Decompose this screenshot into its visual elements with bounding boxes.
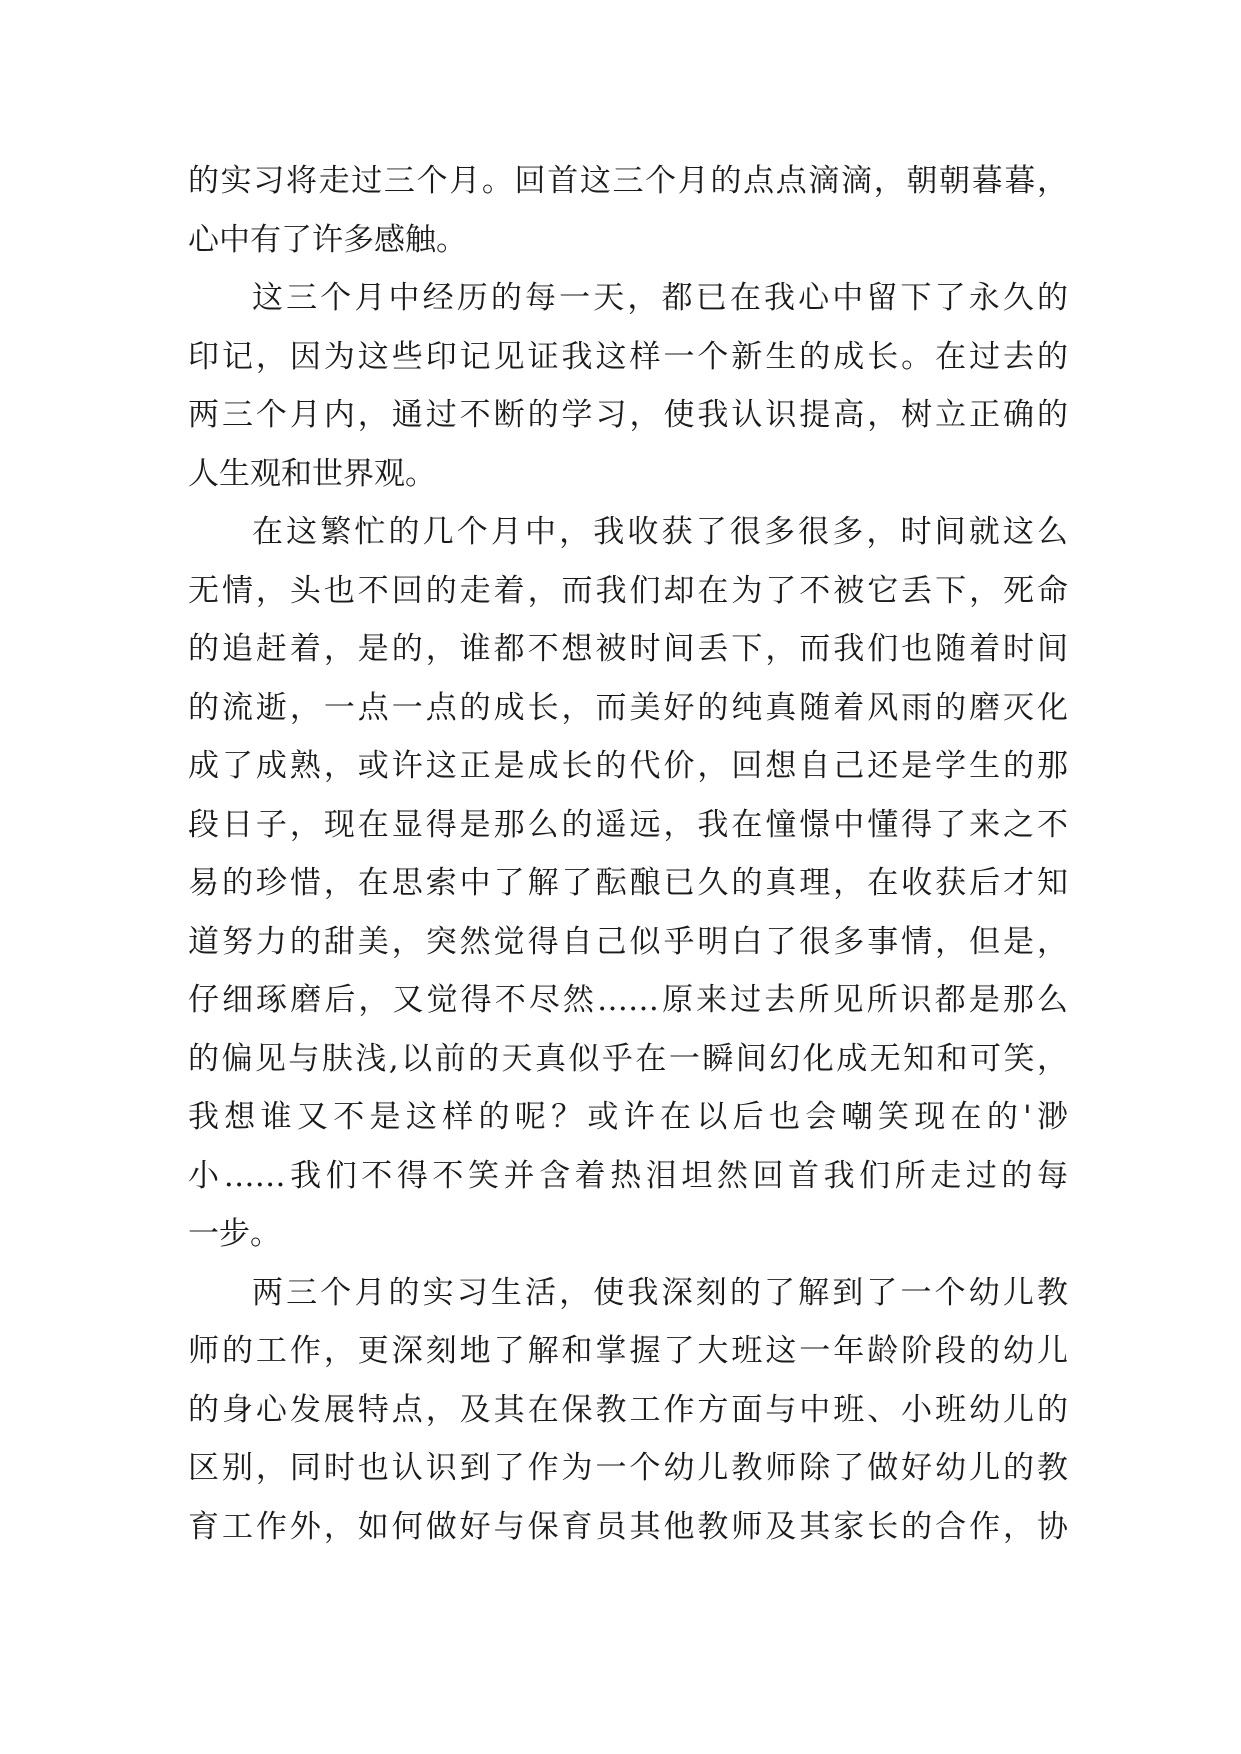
- text-line: 的追赶着，是的，谁都不想被时间丢下，而我们也随着时间: [188, 631, 1068, 667]
- text-line: 两三个月的实习生活，使我深刻的了解到了一个幼儿教: [252, 1274, 1068, 1311]
- text-line: 易的珍惜，在思索中了解了酝酿已久的真理，在收获后才知: [188, 865, 1068, 901]
- text-line: 无情，头也不回的走着，而我们却在为了不被它丢下，死命: [188, 572, 1068, 609]
- document-body: [188, 152, 1068, 1556]
- paragraph: [188, 152, 1068, 269]
- text-line: 这三个月中经历的每一天，都已在我心中留下了永久的: [252, 280, 1068, 316]
- text-line: 的实习将走过三个月。回首这三个月的点点滴滴，朝朝暮暮，: [188, 163, 1068, 199]
- text-line: 的身心发展特点，及其在保教工作方面与中班、小班幼儿的: [188, 1391, 1068, 1428]
- text-line: 道努力的甜美，突然觉得自己似乎明白了很多事情，但是，: [188, 923, 1068, 960]
- text-line: 成了成熟，或许这正是成长的代价，回想自己还是学生的那: [188, 748, 1068, 784]
- paragraph: [188, 503, 1068, 1264]
- text-line: 印记，因为这些印记见证我这样一个新生的成长。在过去的: [188, 338, 1068, 375]
- text-line: 仔细琢磨后，又觉得不尽然……原来过去所见所识都是那么: [188, 982, 1068, 1018]
- text-line: 师的工作，更深刻地了解和掌握了大班这一年龄阶段的幼儿: [188, 1333, 1068, 1369]
- text-line: 小……我们不得不笑并含着热泪坦然回首我们所走过的每: [188, 1157, 1068, 1194]
- text-line: 段日子，现在显得是那么的遥远，我在憧憬中懂得了来之不: [188, 806, 1068, 843]
- paragraph: [188, 269, 1068, 503]
- text-line: 两三个月内，通过不断的学习，使我认识提高，树立正确的: [188, 397, 1068, 433]
- text-line: 的流逝，一点一点的成长，而美好的纯真随着风雨的磨灭化: [188, 689, 1068, 726]
- text-line: 心中有了许多感触。: [188, 221, 467, 258]
- text-line: 育工作外，如何做好与保育员其他教师及其家长的合作，协: [188, 1508, 1068, 1545]
- text-line: 的偏见与肤浅,以前的天真似乎在一瞬间幻化成无知和可笑，: [188, 1040, 1068, 1077]
- text-line: 一步。: [188, 1216, 281, 1252]
- text-line: 我想谁又不是这样的呢？或许在以后也会嘲笑现在的'渺: [188, 1099, 1068, 1135]
- text-line: 人生观和世界观。: [188, 455, 436, 492]
- paragraph: [188, 1264, 1068, 1557]
- text-line: 在这繁忙的几个月中，我收获了很多很多，时间就这么: [252, 514, 1068, 550]
- text-line: 区别，同时也认识到了作为一个幼儿教师除了做好幼儿的教: [188, 1450, 1068, 1486]
